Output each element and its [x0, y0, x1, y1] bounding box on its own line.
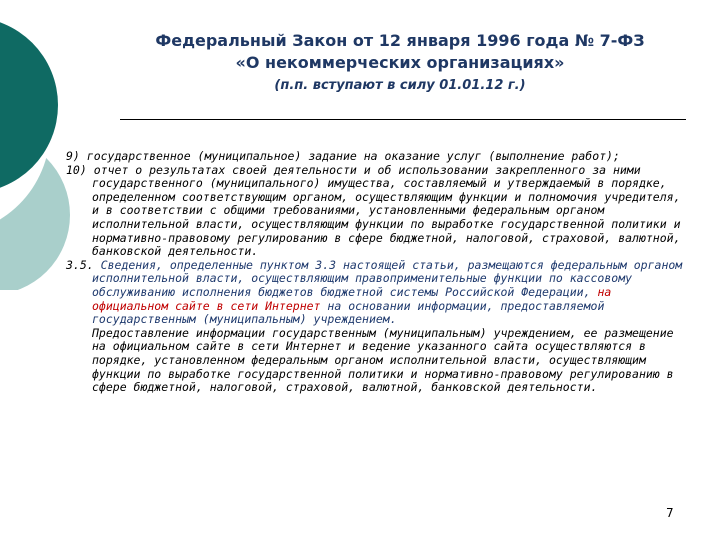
page-number: 7 — [666, 506, 674, 520]
page-title — [100, 30, 700, 74]
clause-3-5 — [66, 259, 690, 327]
document-body — [66, 150, 690, 395]
item-9: 9) государственное (муниципальное) задание на оказание услуг (выполнение работ); — [66, 149, 620, 163]
title-line-1: Федеральный Закон от 12 января 1996 года № 7-ФЗ — [155, 31, 645, 50]
paragraph-information: Предоставление информации государственным (муниципальным) учреждением, ее размещение на официальном сайте в сети Интернет и ведение указанного сайта осуществляются в порядке, установленном федеральным органом исполнительной власти, осуществляющим функции по выработке государственной политики и нормативно-правовому регулированию в сфере бюджетной, налоговой, страховой, валютной, банковской деятельности. — [92, 325, 674, 395]
divider-line — [120, 119, 686, 120]
clause-text-part1: Сведения, определенные пунктом 3.3 настоящей статьи, размещаются федеральным органом исполнительной власти, осуществляющим правоприменительные функции по кассовому обслуживанию исполнения бюджетов бюджетной системы Российской Федерации, — [92, 257, 683, 299]
clause-number: 3.5. — [66, 257, 94, 272]
title-line-2: «О некоммерческих организациях» — [235, 53, 565, 72]
clause-text-part3: на основании информации, предоставляемой государственным (муниципальным) учреждением. — [92, 298, 605, 327]
clause-text-official-site: на официальном сайте в сети Интернет — [92, 284, 612, 313]
subtitle: (п.п. вступают в силу 01.01.12 г.) — [274, 78, 526, 93]
item-10: 10) отчет о результатах своей деятельности и об использовании закрепленного за ними государственного (муниципального) имущества, составляемый и утверждаемый в порядке, определенном соответствующим органом, осуществляющим функции и полномочия учредителя, и в соответствии с общими требованиями, установленными федеральным органом исполнительной власти, осуществляющим функции по выработке государственной политики и нормативно-правовому регулированию в сфере бюджетной, налоговой, страховой, валютной, банковской деятельности. — [66, 162, 681, 259]
